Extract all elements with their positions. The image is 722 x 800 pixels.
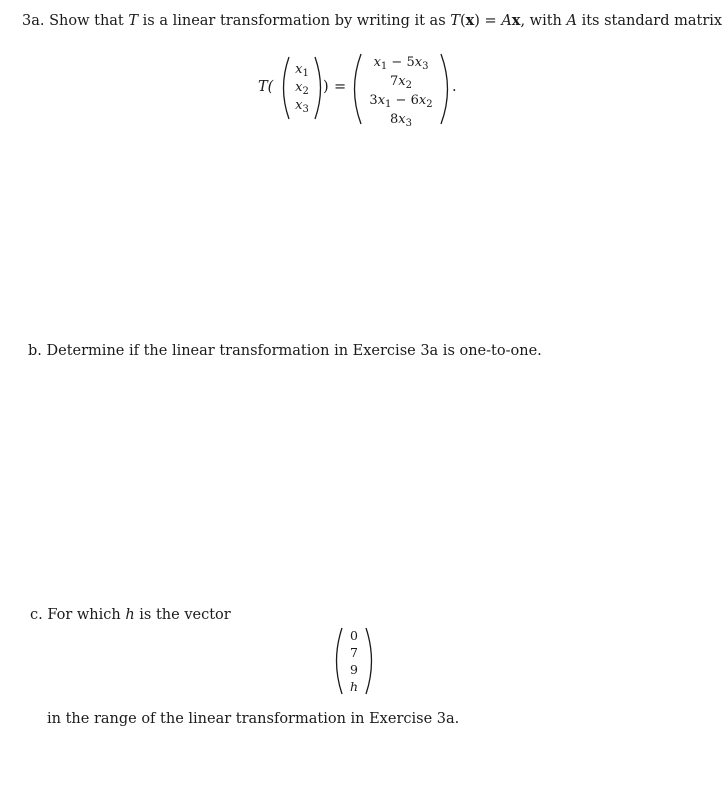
entry-variable: x xyxy=(295,98,303,113)
entry-subscript: 3 xyxy=(302,104,309,115)
entry-subscript: 3 xyxy=(422,61,429,72)
entry-coefficient: 7 xyxy=(390,74,399,89)
part-a-text-4: its standard matrix xyxy=(581,13,722,29)
entry-operator: − 6 xyxy=(391,93,419,108)
entry-variable: x xyxy=(418,93,427,108)
display-equals: = xyxy=(334,79,347,95)
lhs-function: T( xyxy=(258,79,274,95)
entry-subscript: 2 xyxy=(405,80,412,91)
part-c-text-1: For which xyxy=(47,607,121,623)
Tx-x: x xyxy=(465,12,475,29)
part-a-T: T xyxy=(128,13,139,29)
part-c-text-3: in the range of the linear transformation in Exercise 3a. xyxy=(47,711,460,727)
part-c-text-2: is the vector xyxy=(139,607,231,623)
part-c-h: h xyxy=(125,607,135,623)
part-b-text: Determine if the linear transformation in Exercise 3a is one-to-one. xyxy=(46,343,542,359)
entry-subscript: 2 xyxy=(302,86,309,97)
entry-variable: x xyxy=(398,112,406,127)
entry-subscript: 1 xyxy=(380,61,388,72)
part-b-label: b. xyxy=(28,343,42,359)
entry-operator: − 5 xyxy=(387,55,415,70)
entry-variable: x xyxy=(373,55,381,70)
range-vector-entry: 0 xyxy=(350,628,358,643)
entry-coefficient: 8 xyxy=(390,112,399,127)
entry-variable: x xyxy=(295,80,303,95)
entry-variable: x xyxy=(377,93,386,108)
Ax-x: x xyxy=(511,12,521,29)
entry-variable: x xyxy=(398,74,406,89)
range-vector-entry: 9 xyxy=(350,662,358,677)
range-left-paren xyxy=(337,628,343,694)
entry-coefficient: 3 xyxy=(369,93,378,108)
part-c-continuation xyxy=(47,711,459,727)
Tx-open: ( xyxy=(459,13,466,29)
part-a-text-1: Show that xyxy=(49,13,124,29)
entry-variable: x xyxy=(414,55,423,70)
part-a-text-3: , with xyxy=(520,13,562,29)
Tx-T: T xyxy=(450,13,460,29)
part-c-label: c. xyxy=(30,607,43,623)
part-a-A: A xyxy=(566,13,577,29)
part-a-text-2: is a linear transformation by writing it as xyxy=(142,13,446,29)
range-right-paren xyxy=(366,628,372,694)
part-a-label: 3a. xyxy=(22,13,45,29)
entry-subscript: 2 xyxy=(426,99,433,110)
range-vector-entry: 7 xyxy=(350,645,358,660)
lhs-close-paren: ) xyxy=(323,79,329,95)
entry-variable: x xyxy=(295,62,303,77)
entry-subscript: 3 xyxy=(405,118,412,129)
Tx-close: ) xyxy=(474,13,480,29)
entry-subscript: 1 xyxy=(302,68,309,79)
equals-sign: = xyxy=(484,13,497,29)
entry-subscript: 1 xyxy=(385,99,392,110)
equation-period: . xyxy=(452,79,457,95)
Ax-A: A xyxy=(501,13,512,29)
range-vector-entry: h xyxy=(349,679,359,694)
